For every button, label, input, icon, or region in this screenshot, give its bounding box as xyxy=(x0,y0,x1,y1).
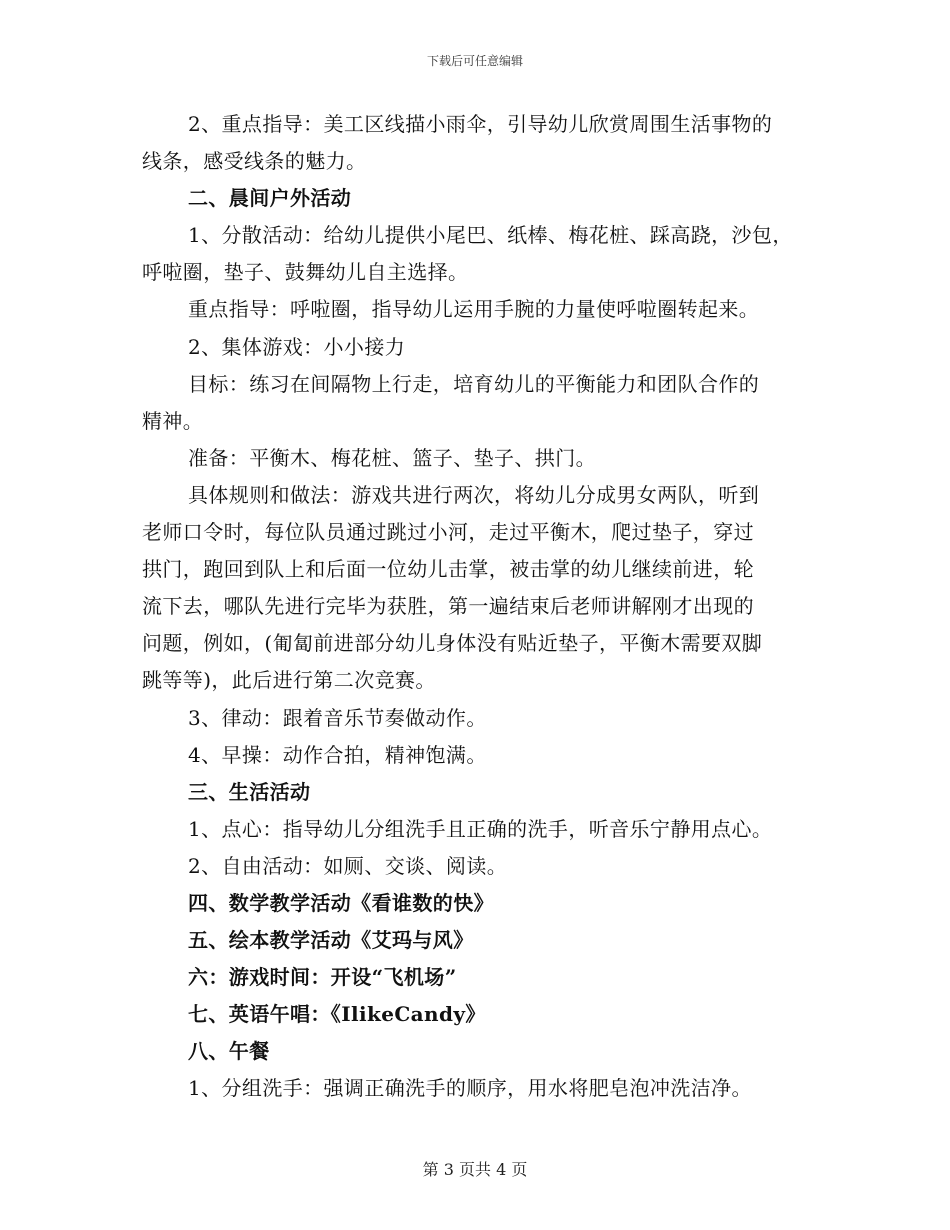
paragraph-line: 3、律动：跟着音乐节奏做动作。 xyxy=(188,705,487,730)
paragraph-line: 2、集体游戏：小小接力 xyxy=(188,334,406,359)
paragraph-line: 具体规则和做法：游戏共进行两次，将幼儿分成男女两队，听到 xyxy=(188,482,760,507)
paragraph-line: 目标：练习在间隔物上行走，培育幼儿的平衡能力和团队合作的 xyxy=(188,371,760,396)
paragraph-line: 1、分散活动：给幼儿提供小尾巴、纸棒、梅花桩、踩高跷，沙包， xyxy=(188,223,793,248)
paragraph-line: 重点指导：呼啦圈，指导幼儿运用手腕的力量使呼啦圈转起来。 xyxy=(188,297,760,322)
paragraph-line: 精神。 xyxy=(142,408,204,433)
page-header: 下载后可任意编辑 xyxy=(426,54,523,68)
paragraph-line: 跳等等)，此后进行第二次竞赛。 xyxy=(142,668,436,693)
page-footer: 第 3 页共 4 页 xyxy=(422,1160,528,1179)
section-heading: 二、晨间户外活动 xyxy=(188,186,352,211)
section-heading: 三、生活活动 xyxy=(188,779,311,804)
paragraph-line: 呼啦圈，垫子、鼓舞幼儿自主选择。 xyxy=(142,260,469,285)
paragraph-line: 老师口令时，每位队员通过跳过小河，走过平衡木，爬过垫子，穿过 xyxy=(142,520,754,545)
section-heading: 四、数学教学活动《看谁数的快》 xyxy=(188,890,494,915)
document-body xyxy=(142,106,810,1108)
paragraph-line: 拱门，跑回到队上和后面一位幼儿击掌，被击掌的幼儿继续前进，轮 xyxy=(142,557,754,582)
paragraph-line: 4、早操：动作合拍，精神饱满。 xyxy=(188,742,487,767)
paragraph-line: 线条，感受线条的魅力。 xyxy=(142,149,367,174)
paragraph-line: 准备：平衡木、梅花桩、篮子、垫子、拱门。 xyxy=(188,445,596,470)
paragraph-line: 2、自由活动：如厕、交谈、阅读。 xyxy=(188,853,508,878)
section-heading: 七、英语午唱：《IlikeCandy》 xyxy=(188,1002,486,1027)
section-heading: 八、午餐 xyxy=(188,1039,270,1064)
section-heading: 五、绘本教学活动《艾玛与风》 xyxy=(188,928,474,953)
paragraph-line: 问题，例如，(匍匐前进部分幼儿身体没有贴近垫子，平衡木需要双脚 xyxy=(142,631,763,656)
paragraph-line: 1、分组洗手：强调正确洗手的顺序，用水将肥皂泡冲洗洁净。 xyxy=(188,1076,752,1101)
paragraph-line: 2、重点指导：美工区线描小雨伞，引导幼儿欣赏周围生活事物的 xyxy=(188,112,773,136)
paragraph-line: 流下去，哪队先进行完毕为获胜，第一遍结束后老师讲解刚才出现的 xyxy=(142,594,754,619)
section-heading: 六：游戏时间：开设“飞机场” xyxy=(188,965,457,990)
paragraph-line: 1、点心：指导幼儿分组洗手且正确的洗手，听音乐宁静用点心。 xyxy=(188,816,773,841)
